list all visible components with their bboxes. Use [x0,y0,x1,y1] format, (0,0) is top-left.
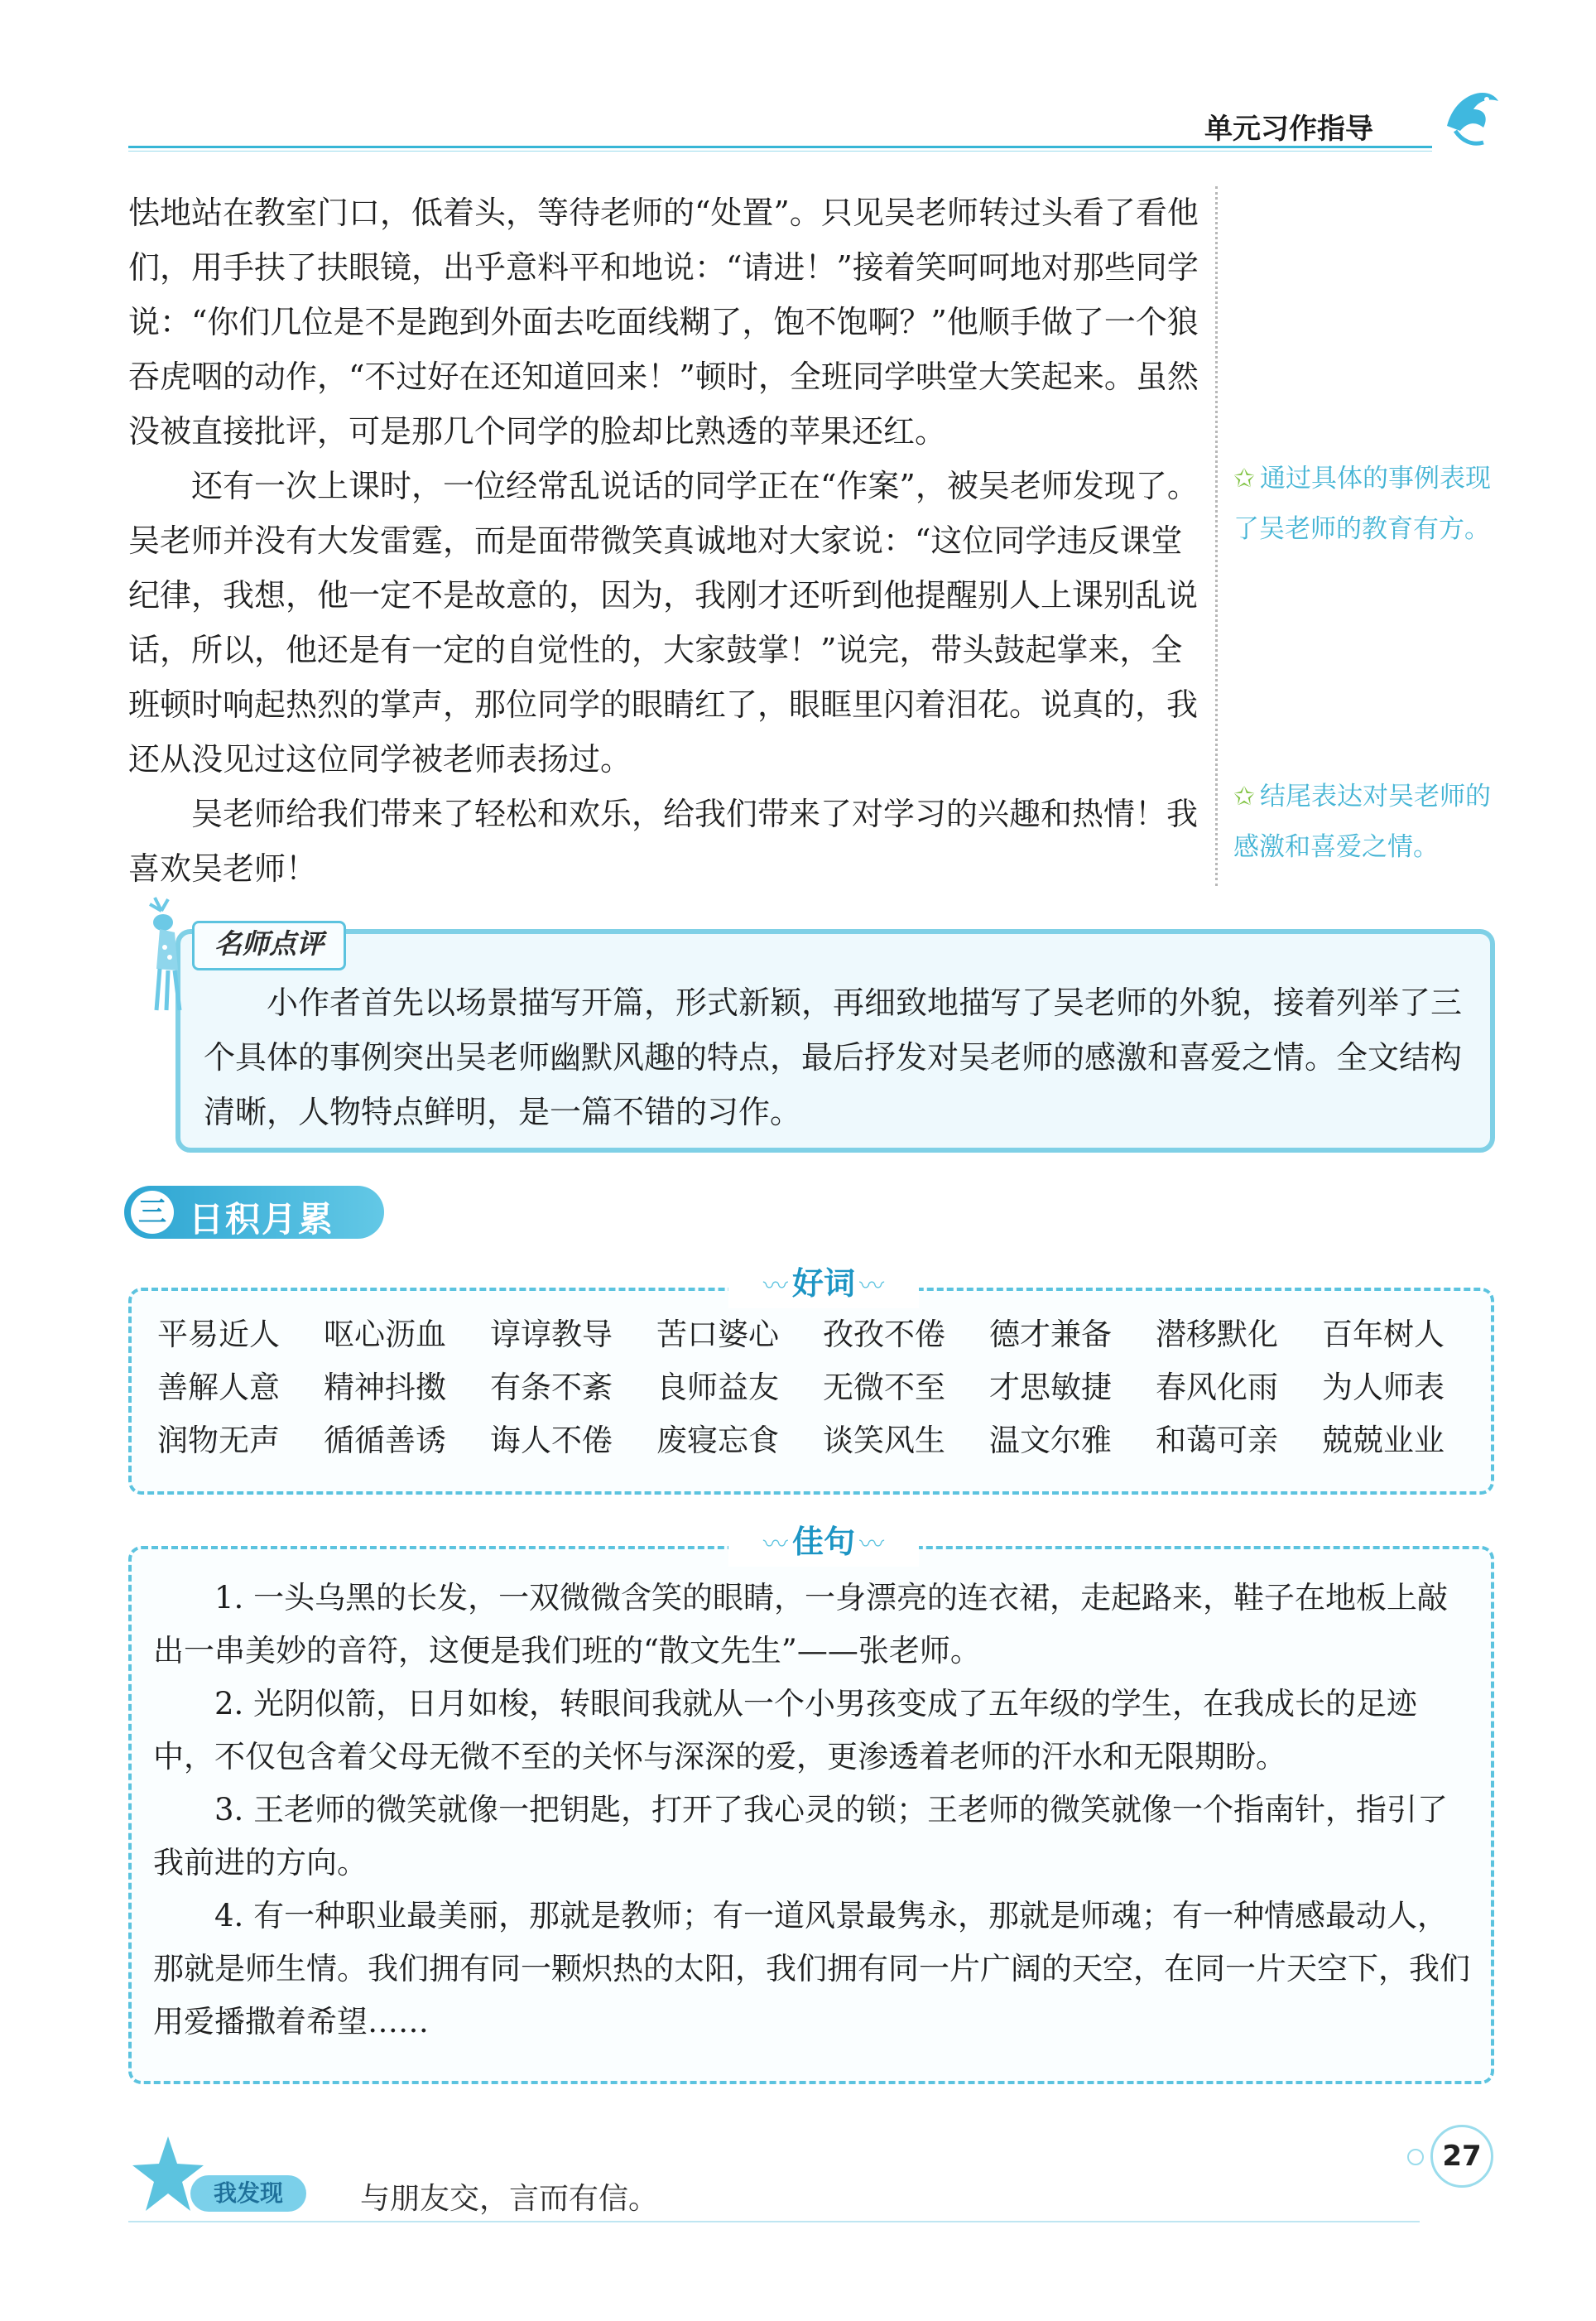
footer-motto: 与朋友交，言而有信。 [360,2182,659,2216]
header-title: 单元习作指导 [1204,113,1373,146]
good-word: 谆谆教导 [490,1317,613,1352]
good-word: 平易近人 [157,1317,280,1352]
good-word: 才思敏捷 [989,1370,1112,1405]
wave-icon: 〰 [762,1530,788,1559]
footer-rule [128,2221,1420,2222]
side-note-1 [1233,454,1507,555]
good-word: 百年树人 [1322,1317,1445,1352]
section-number: 三 [131,1191,174,1234]
good-words-title: 好词 [791,1265,855,1302]
side-note-text: 通过具体的事例表现了吴老师的教育有方。 [1233,464,1491,544]
essay-paragraph-3: 吴老师给我们带来了轻松和欢乐，给我们带来了对学习的兴趣和热情！我喜欢吴老师！ [128,796,1199,887]
good-sentences-heading [728,1517,919,1567]
comment-label: 名师点评 [192,921,346,970]
good-words-heading [728,1259,919,1308]
good-word: 为人师表 [1322,1370,1445,1405]
comment-text [204,975,1478,1139]
dolphin-icon [1439,76,1505,151]
footer-brand: 我发现 [190,2175,306,2212]
good-word: 德才兼备 [989,1317,1112,1352]
good-word: 谈笑风生 [823,1423,945,1458]
good-word: 善解人意 [157,1370,280,1405]
good-words-grid [157,1308,1482,1467]
good-word: 潜移默化 [1156,1317,1278,1352]
wave-icon: 〰 [859,1530,885,1559]
page-dot [1407,2149,1424,2165]
sentence-item: 4. 有一种职业最美丽，那就是教师；有一道风景最隽永，那就是师魂；有一种情感最动人，那就是师生情。我们拥有同一颗炽热的太阳，我们拥有同一片广阔的天空，在同一片天空下，我们用爱播撒着希望…… [153,1898,1470,2039]
sentence-item: 3. 王老师的微笑就像一把钥匙，打开了我心灵的锁；王老师的微笑就像一个指南针，指引了我前进的方向。 [153,1792,1449,1880]
essay-body [128,185,1204,896]
wave-icon: 〰 [762,1272,788,1301]
good-word: 和蔼可亲 [1156,1423,1278,1458]
good-word: 温文尔雅 [989,1423,1112,1458]
good-word: 无微不至 [823,1370,945,1405]
sentence-item: 2. 光阴似箭，日月如梭，转眼间我就从一个小男孩变成了五年级的学生，在我成长的足迹中，不仅包含着父母无微不至的关怀与深深的爱，更渗透着老师的汗水和无限期盼。 [153,1686,1418,1774]
good-sentences-list [153,1572,1471,2049]
good-word: 精神抖擞 [324,1370,446,1405]
star-icon: ✩ [1233,464,1255,494]
good-word: 诲人不倦 [490,1423,613,1458]
essay-paragraph-2: 还有一次上课时，一位经常乱说话的同学正在“作案”，被吴老师发现了。吴老师并没有大发雷霆，而是面带微笑真诚地对大家说：“这位同学违反课堂纪律，我想，他一定不是故意的，因为，我刚才还听到他提醒别人上课别乱说话，所以，他还是有一定的自觉性的，大家鼓掌！”说完，带头鼓起掌来，全班顿时响起热烈的掌声，那位同学的眼睛红了，眼眶里闪着泪花。说真的，我还从没见过这位同学被老师表扬过。 [128,468,1199,778]
comment-paragraph: 小作者首先以场景描写开篇，形式新颖，再细致地描写了吴老师的外貌，接着列举了三个具体的事例突出吴老师幽默风趣的特点，最后抒发对吴老师的感激和喜爱之情。全文结构清晰，人物特点鲜明，是一篇不错的习作。 [204,985,1463,1130]
good-word: 呕心沥血 [324,1317,446,1352]
wave-icon: 〰 [859,1272,885,1301]
margin-divider [1215,186,1218,886]
good-word: 春风化雨 [1156,1370,1278,1405]
good-word: 兢兢业业 [1322,1423,1445,1458]
good-word: 循循善诱 [324,1423,446,1458]
side-note-text: 结尾表达对吴老师的感激和喜爱之情。 [1233,782,1491,862]
good-word: 有条不紊 [490,1370,613,1405]
good-word: 良师益友 [656,1370,779,1405]
header-rule [128,146,1432,148]
star-icon: ✩ [1233,782,1255,811]
good-word: 孜孜不倦 [823,1317,945,1352]
sentence-item: 1. 一头乌黑的长发，一双微微含笑的眼睛，一身漂亮的连衣裙，走起路来，鞋子在地板上敲出一串美妙的音符，这便是我们班的“散文先生”——张老师。 [153,1580,1449,1669]
side-note-2 [1233,772,1507,873]
good-sentences-title: 佳句 [791,1524,855,1560]
header-rule-thin [128,151,1432,152]
page-number: 27 [1430,2125,1493,2188]
good-word: 废寝忘食 [656,1423,779,1458]
good-word: 苦口婆心 [656,1317,779,1352]
good-word: 润物无声 [157,1423,280,1458]
essay-paragraph-1: 怯地站在教室门口，低着头，等待老师的“处置”。只见吴老师转过头看了看他们，用手扶了扶眼镜，出乎意料平和地说：“请进！”接着笑呵呵地对那些同学说：“你们几位是不是跑到外面去吃面线糊了，饱不饱啊？”他顺手做了一个狼吞虎咽的动作，“不过好在还知道回来！”顿时，全班同学哄堂大笑起来。虽然没被直接批评，可是那几个同学的脸却比熟透的苹果还红。 [128,195,1199,450]
section-title: 日积月累 [189,1199,335,1240]
